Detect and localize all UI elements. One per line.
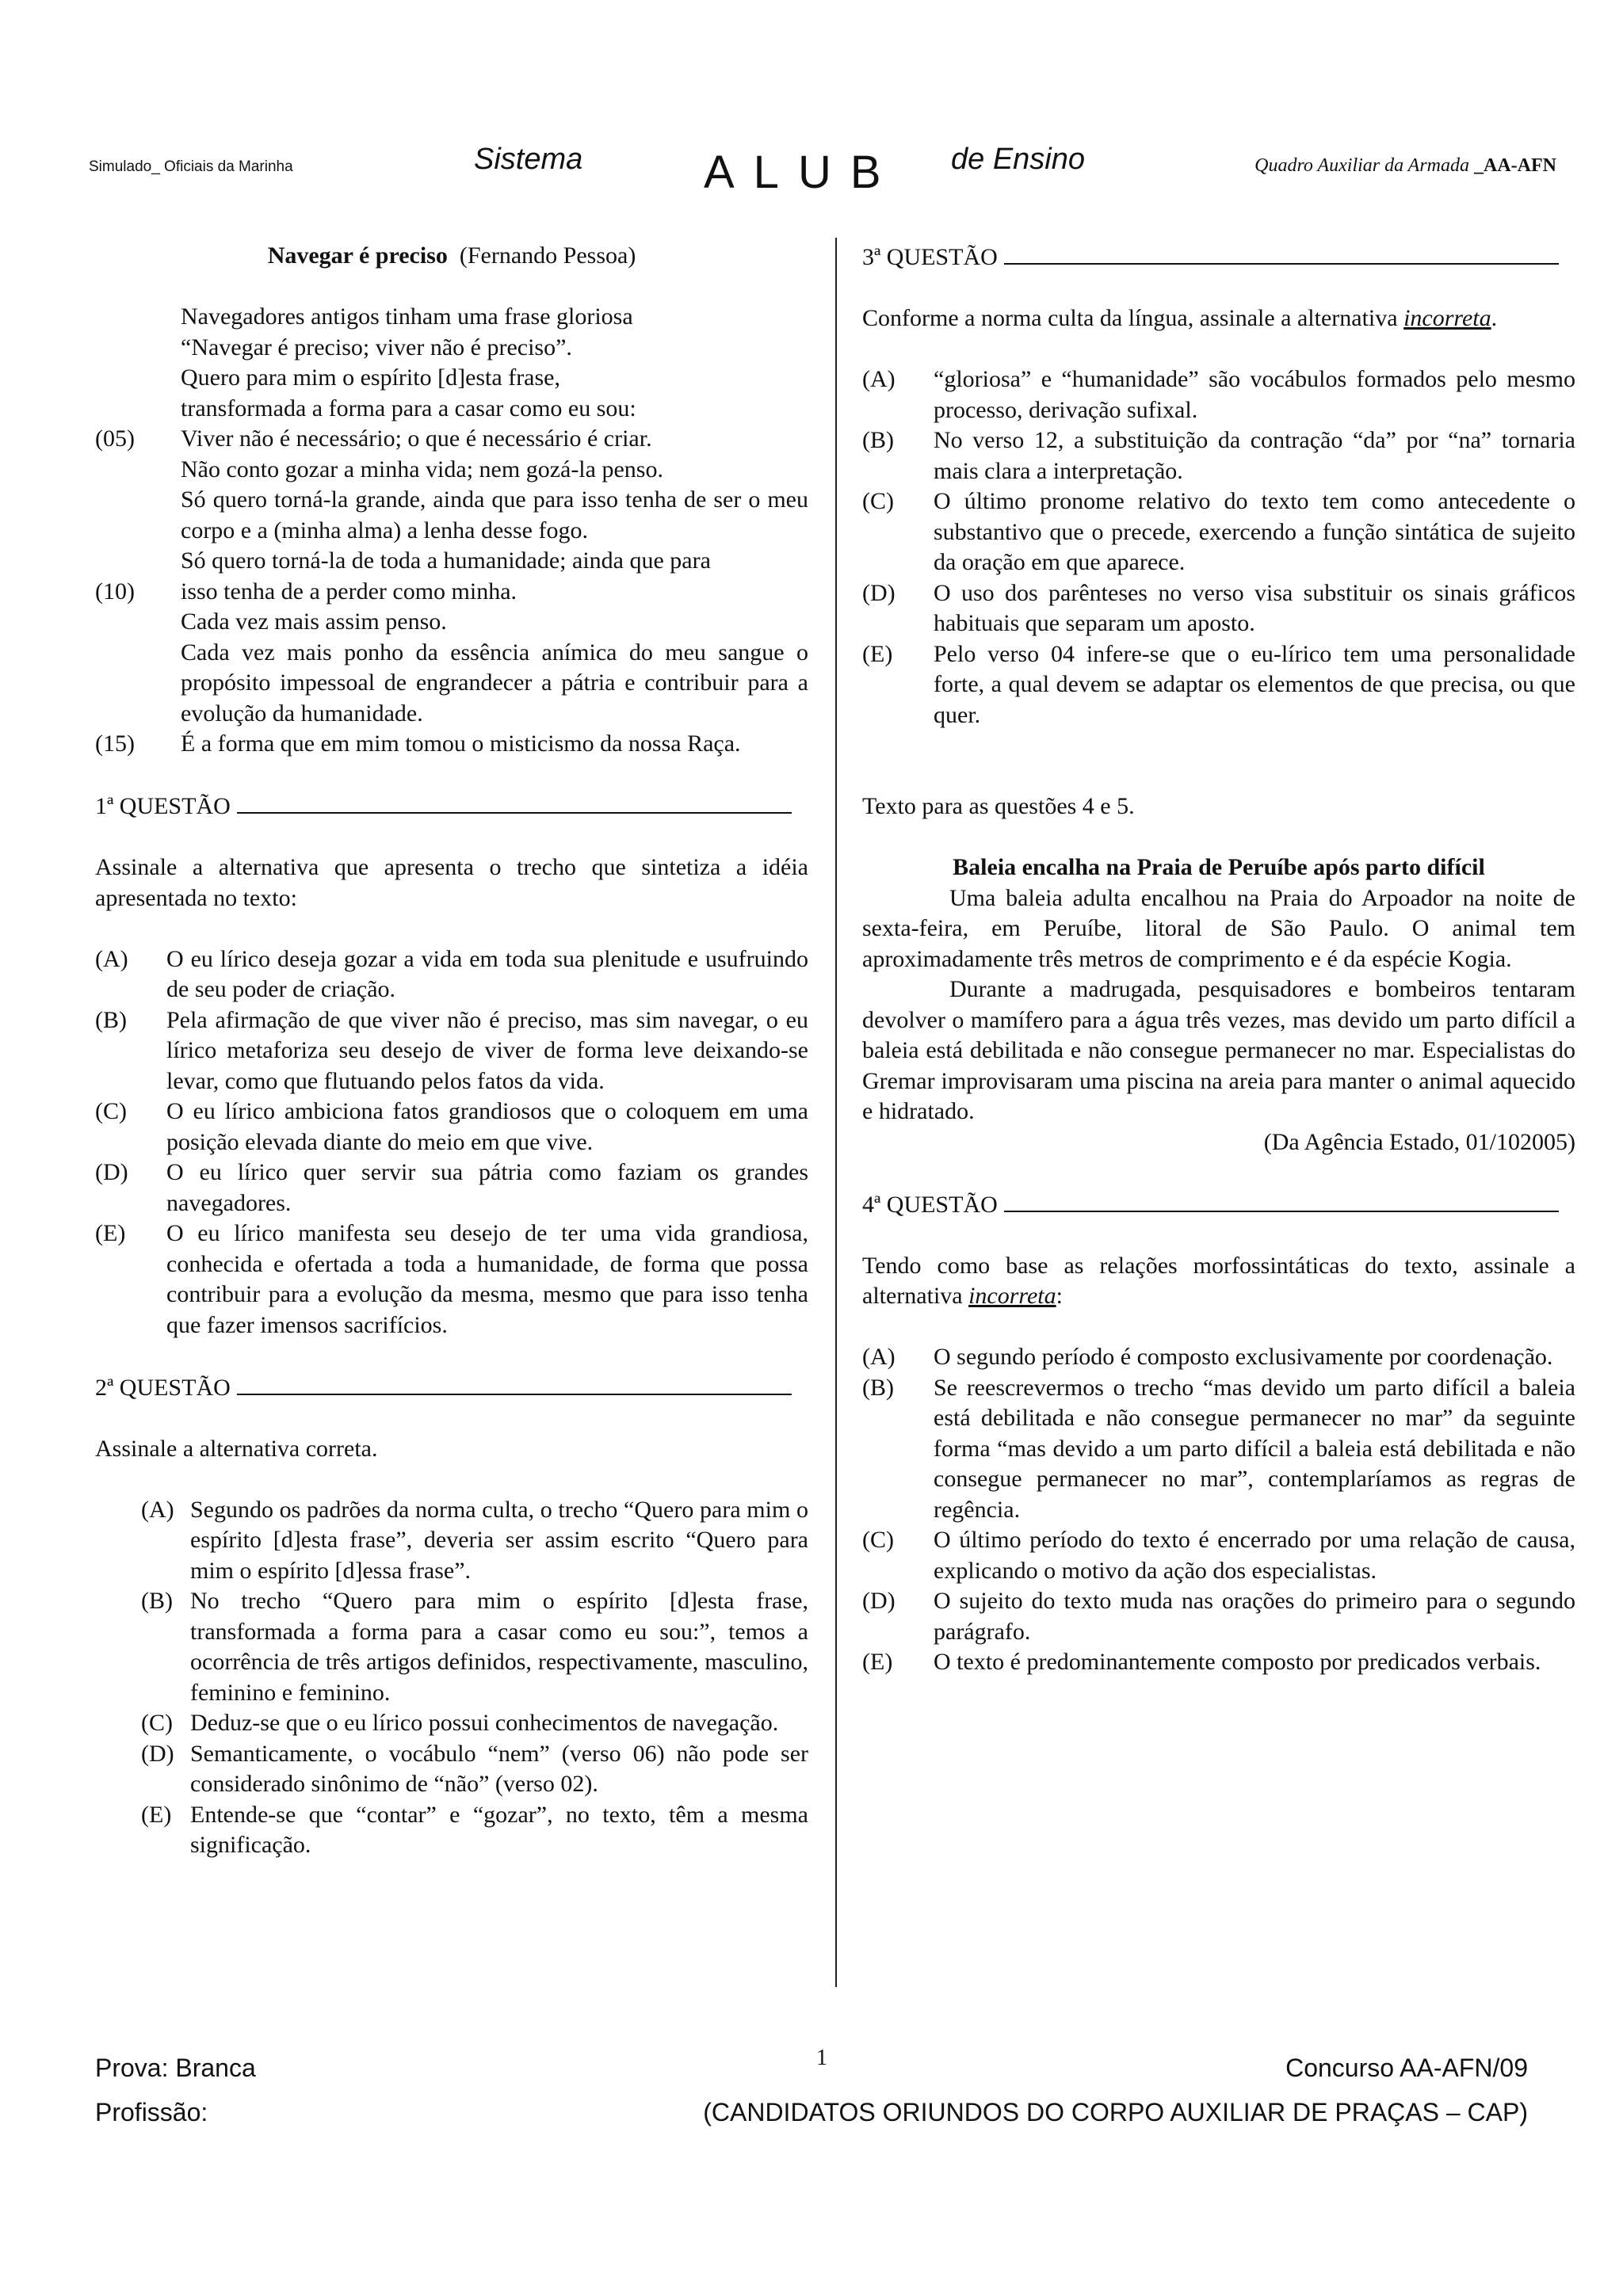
header-alub-logo: ALUB — [704, 147, 900, 198]
q2-prompt: Assinale a alternativa correta. — [95, 1435, 378, 1462]
q1-option-label: (D) — [95, 1159, 128, 1185]
q2-option-label: (D) — [141, 1740, 174, 1767]
poem-line — [95, 546, 808, 577]
column-divider — [835, 238, 837, 1987]
q2-option — [141, 1495, 808, 1587]
q1-option — [95, 1158, 808, 1219]
q4-option-text: Se reescrevermos o trecho “mas devido um parto difícil a baleia está debilitada e não consegue permanecer no mar” da seguinte forma “mas devido a um parto difícil a baleia está debilitada e não consegue permanecer no mar”, contemplaríamos as regras de regência. — [934, 1374, 1575, 1523]
q1-option-text: O eu lírico ambiciona fatos grandiosos que o coloquem em uma posição elevada diante do meio em que vive. — [166, 1098, 808, 1155]
q4-option-label: (E) — [862, 1649, 893, 1675]
q1-heading: 1ª QUESTÃO — [95, 790, 808, 822]
q3-option-text: Pelo verso 04 infere-se que o eu-lírico tem uma personalidade forte, a qual devem se adaptar os elementos de que precisa, ou que quer. — [934, 640, 1575, 728]
poem-heading — [95, 241, 808, 272]
q3-option — [862, 486, 1575, 578]
q1-option-text: O eu lírico quer servir sua pátria como faziam os grandes navegadores. — [166, 1159, 808, 1216]
q3-answer-line — [1004, 241, 1559, 265]
q1-option-label: (C) — [95, 1098, 127, 1124]
poem-title: Navegar é preciso — [267, 242, 448, 269]
left-column — [95, 241, 808, 1861]
q2-option-text: Deduz-se que o eu lírico possui conhecimentos de navegação. — [190, 1710, 779, 1736]
poem-line-text: É a forma que em mim tomou o misticismo da nossa Raça. — [181, 730, 741, 757]
q4-option-label: (A) — [862, 1344, 896, 1370]
q1-option — [95, 1005, 808, 1097]
poem-line — [95, 363, 808, 394]
q3-option-text: “gloriosa” e “humanidade” são vocábulos formados pelo mesmo processo, derivação sufixal. — [934, 366, 1575, 423]
q3-options — [862, 364, 1575, 730]
poem-line-number — [95, 607, 181, 638]
q2-option — [141, 1708, 808, 1739]
q2-option — [141, 1739, 808, 1800]
poem-line-number — [95, 638, 181, 730]
poem-line — [95, 638, 808, 730]
q2-options — [95, 1495, 808, 1861]
poem-line-number — [95, 394, 181, 425]
q3-heading: 3ª QUESTÃO — [862, 241, 1575, 273]
q2-option-label: (C) — [141, 1710, 173, 1736]
q4-option — [862, 1647, 1575, 1678]
poem-author: (Fernando Pessoa) — [459, 242, 636, 269]
poem-line — [95, 729, 808, 760]
q3-option-text: O uso dos parênteses no verso visa substituir os sinais gráficos habituais que separam um aposto. — [934, 579, 1575, 636]
poem-line — [95, 424, 808, 455]
footer-profissao: Profissão: — [95, 2098, 208, 2126]
q4-option-text: O sujeito do texto muda nas orações do primeiro para o segundo parágrafo. — [934, 1588, 1575, 1645]
q1-option — [95, 1097, 808, 1158]
q4-option-label: (C) — [862, 1527, 894, 1553]
poem-line-text: Navegadores antigos tinham uma frase gloriosa — [181, 303, 633, 330]
q3-option-label: (A) — [862, 366, 896, 392]
footer-prova: Prova: Branca — [95, 2054, 256, 2082]
q1-options — [95, 944, 808, 1341]
q2-option-text: Semanticamente, o vocábulo “nem” (verso 06) não pode ser considerado sinônimo de “não” (verso 02). — [190, 1740, 808, 1797]
q4-heading: 4ª QUESTÃO — [862, 1188, 1575, 1221]
poem-line-number — [95, 363, 181, 394]
texto45-paragraph-2: Durante a madrugada, pesquisadores e bombeiros tentaram devolver o mamífero para a água três vezes, mas devido um parto difícil a baleia está debilitada e não consegue permanecer no mar. Especialistas do Gremar improvisaram uma piscina na areia para manter o animal aquecido e hidratado. — [862, 976, 1575, 1124]
q1-prompt: Assinale a alternativa que apresenta o trecho que sintetiza a idéia apresentada no texto: — [95, 854, 808, 911]
q3-option — [862, 425, 1575, 486]
q1-option-text: Pela afirmação de que viver não é preciso, mas sim navegar, o eu lírico metaforiza seu desejo de viver de forma leve deixando-se levar, como que flutuando pelos fatos da vida. — [166, 1006, 808, 1094]
poem-line — [95, 302, 808, 333]
q4-option — [862, 1373, 1575, 1526]
q4-answer-line — [1004, 1188, 1559, 1212]
q4-option-text: O texto é predominantemente composto por predicados verbais. — [934, 1649, 1541, 1675]
poem-line-number — [95, 333, 181, 364]
q3-prompt: Conforme a norma culta da língua, assinale a alternativa incorreta. — [862, 305, 1498, 331]
header-sistema: Sistema — [474, 143, 583, 176]
q4-option — [862, 1586, 1575, 1647]
poem-line-number: (15) — [95, 730, 135, 757]
poem-line — [95, 607, 808, 638]
q3-option-text: O último pronome relativo do texto tem como antecedente o substantivo que o precede, exercendo a função sintática de sujeito da oração em que aparece. — [934, 488, 1575, 575]
texto45-title: Baleia encalha na Praia de Peruíbe após parto difícil — [953, 854, 1485, 880]
poem-line — [95, 394, 808, 425]
footer-concurso: Concurso AA-AFN/09 — [1285, 2054, 1528, 2082]
poem-line-text: isso tenha de a perder como minha. — [181, 578, 517, 605]
q3-option-label: (B) — [862, 427, 894, 453]
q2-option-label: (B) — [141, 1588, 173, 1614]
poem-line-text: Cada vez mais ponho da essência anímica do meu sangue o propósito impessoal de engrandecer a pátria e contribuir para a evolução da humanidade. — [181, 639, 808, 727]
header-de-ensino: de Ensino — [951, 143, 1086, 176]
poem-line — [95, 485, 808, 546]
footer-page-number: 1 — [816, 2046, 827, 2070]
q1-option-text: O eu lírico manifesta seu desejo de ter uma vida grandiosa, conhecida e ofertada a toda a humanidade, de forma que possa contribuir para a evolução da mesma, mesmo que para isso tenha que fazer imensos sacrifícios. — [166, 1220, 808, 1338]
poem-line-text: “Navegar é preciso; viver não é preciso”. — [181, 334, 572, 360]
q2-option — [141, 1586, 808, 1708]
q4-options — [862, 1342, 1575, 1678]
q4-option — [862, 1525, 1575, 1586]
poem-line-text: Cada vez mais assim penso. — [181, 608, 447, 635]
q4-option — [862, 1342, 1575, 1373]
q2-option-text: Segundo os padrões da norma culta, o trecho “Quero para mim o espírito [d]esta frase”, deveria ser assim escrito “Quero para mim o espírito [d]essa frase”. — [190, 1496, 808, 1584]
q3-option — [862, 578, 1575, 639]
q3-option-text: No verso 12, a substituição da contração “da” por “na” tornaria mais clara a interpretação. — [934, 427, 1575, 484]
q3-option-label: (D) — [862, 579, 896, 606]
poem-line-number: (05) — [95, 425, 135, 452]
q1-option-label: (B) — [95, 1006, 127, 1033]
poem-line — [95, 577, 808, 608]
poem-line — [95, 333, 808, 364]
q2-option — [141, 1800, 808, 1861]
texto45-intro: Texto para as questões 4 e 5. — [862, 793, 1135, 819]
q4-option-label: (D) — [862, 1588, 896, 1614]
poem-line-number: (10) — [95, 578, 135, 605]
q4-option-text: O último período do texto é encerrado por uma relação de causa, explicando o motivo da ação dos especialistas. — [934, 1527, 1575, 1584]
q3-option — [862, 364, 1575, 425]
q4-prompt: Tendo como base as relações morfossintáticas do texto, assinale a alternativa incorreta: — [862, 1252, 1575, 1309]
q2-option-label: (E) — [141, 1801, 172, 1828]
poem-line-text: Quero para mim o espírito [d]esta frase, — [181, 364, 560, 391]
poem-line-text: Não conto gozar a minha vida; nem gozá-la penso. — [181, 456, 663, 482]
poem-line-number — [95, 302, 181, 333]
q1-option-label: (A) — [95, 945, 128, 972]
poem-line-number — [95, 485, 181, 546]
q3-option-label: (E) — [862, 640, 893, 667]
poem-line-number — [95, 546, 181, 577]
q1-option-text: O eu lírico deseja gozar a vida em toda sua plenitude e usufruindo de seu poder de criação. — [166, 945, 808, 1002]
q3-option — [862, 639, 1575, 731]
header-right-label: Quadro Auxiliar da Armada _AA-AFN — [1254, 155, 1556, 176]
poem-line-number — [95, 455, 181, 486]
footer-candidatos: (CANDIDATOS ORIUNDOS DO CORPO AUXILIAR DE PRAÇAS – CAP) — [703, 2098, 1528, 2126]
right-column — [862, 241, 1575, 1678]
q2-option-text: No trecho “Quero para mim o espírito [d]esta frase, transformada a forma para a casar como eu sou:”, temos a ocorrência de três artigos definidos, respectivamente, masculino, feminino e feminino. — [190, 1588, 808, 1706]
header-left-label: Simulado_ Oficiais da Marinha — [89, 158, 293, 175]
q4-option-text: O segundo período é composto exclusivamente por coordenação. — [934, 1344, 1553, 1370]
q4-option-label: (B) — [862, 1374, 894, 1401]
texto45-source: (Da Agência Estado, 01/102005) — [1263, 1128, 1575, 1155]
poem-line-text: Só quero torná-la grande, ainda que para isso tenha de ser o meu corpo e a (minha alma) a lenha desse fogo. — [181, 486, 808, 543]
texto45-paragraph-1: Uma baleia adulta encalhou na Praia do Arpoador na noite de sexta-feira, em Peruíbe, litoral de São Paulo. O animal tem aproximadamente três metros de comprimento e é da espécie Kogia. — [862, 884, 1575, 972]
q2-option-text: Entende-se que “contar” e “gozar”, no texto, têm a mesma significação. — [190, 1801, 808, 1858]
poem-line-text: transformada a forma para a casar como eu sou: — [181, 395, 636, 421]
q2-heading: 2ª QUESTÃO — [95, 1371, 808, 1404]
q1-option — [95, 944, 808, 1005]
poem-line-text: Viver não é necessário; o que é necessário é criar. — [181, 425, 652, 452]
poem-body — [95, 302, 808, 760]
poem-line — [95, 455, 808, 486]
q2-option-label: (A) — [141, 1496, 174, 1523]
q2-answer-line — [237, 1371, 792, 1395]
q3-option-label: (C) — [862, 488, 894, 514]
q1-answer-line — [237, 790, 792, 814]
q1-option — [95, 1219, 808, 1341]
poem-line-text: Só quero torná-la de toda a humanidade; ainda que para — [181, 547, 711, 574]
q1-option-label: (E) — [95, 1220, 126, 1246]
